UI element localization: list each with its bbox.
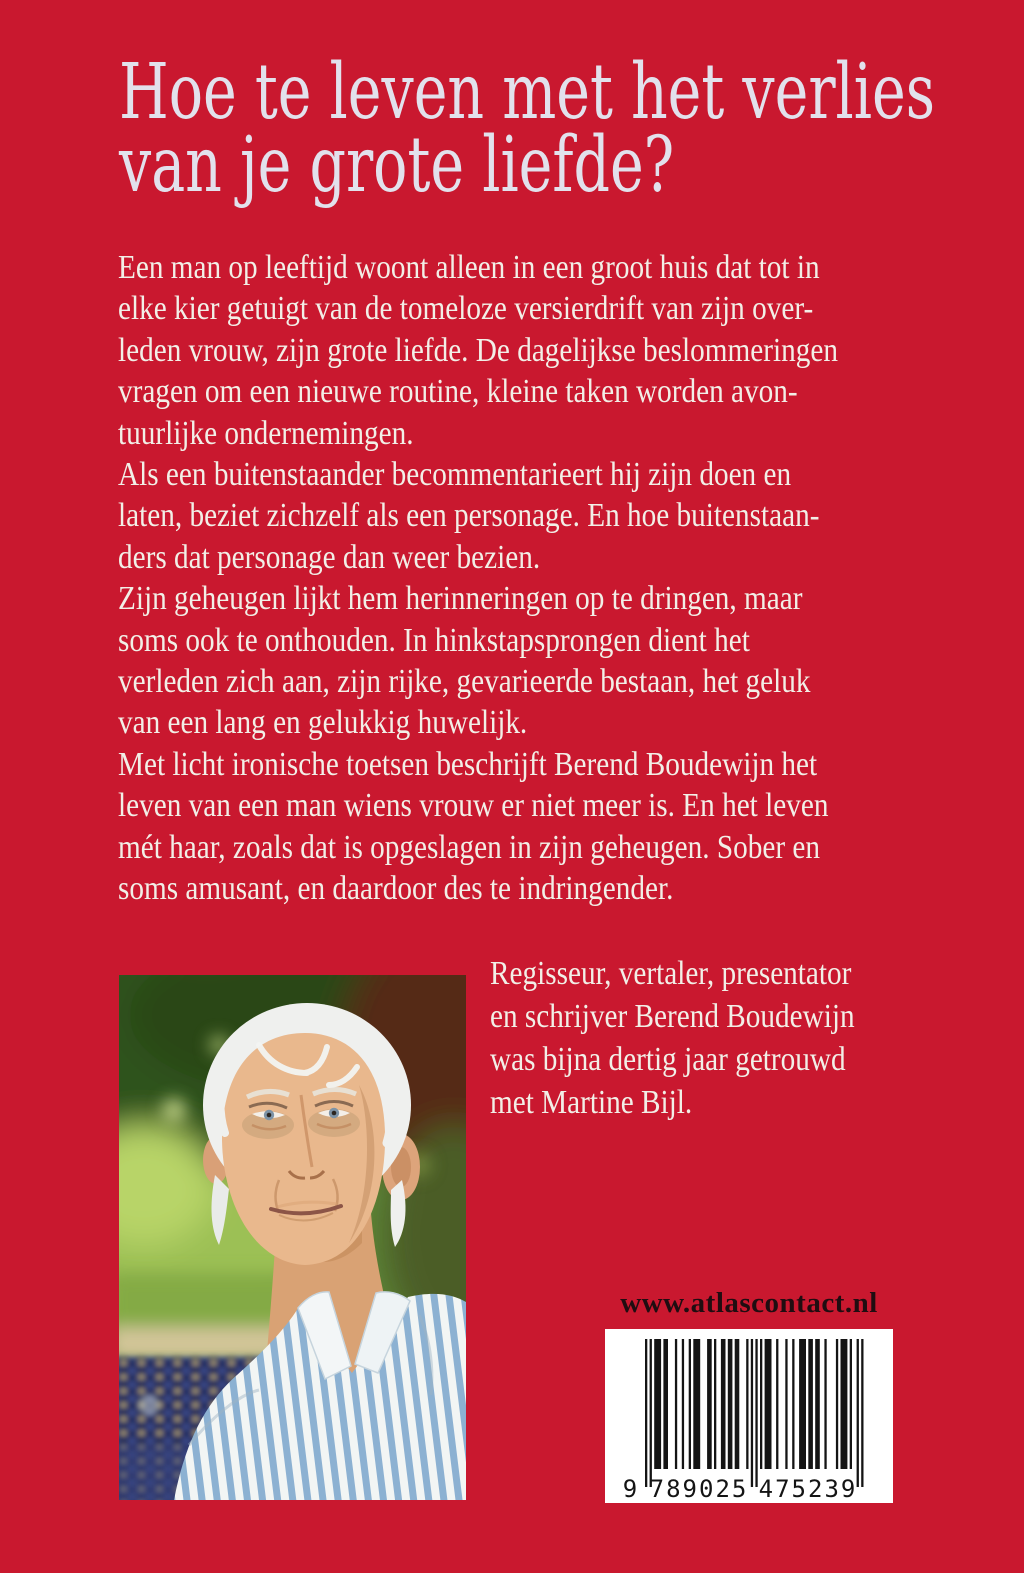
- blurb-text: [118, 247, 838, 910]
- blurb-line: vragen om een nieuwe routine, kleine taken worden avon-: [118, 373, 798, 411]
- barcode-left-digits: 789025: [649, 1475, 749, 1503]
- blurb-line: mét haar, zoals dat is opgeslagen in zijn geheugen. Sober en: [118, 828, 820, 866]
- blurb-line: Als een buitenstaander becommentarieert hij zijn doen en: [118, 456, 792, 494]
- barcode-lead-digit: 9: [622, 1475, 640, 1503]
- blurb-line: van een lang en gelukkig huwelijk.: [118, 704, 528, 742]
- blurb-line: Met licht ironische toetsen beschrijft Berend Boudewijn het: [118, 745, 818, 783]
- isbn-barcode: [605, 1329, 893, 1503]
- bio-line: Regisseur, vertaler, presentator: [490, 955, 852, 992]
- blurb-line: Een man op leeftijd woont alleen in een groot huis dat tot in: [118, 249, 820, 286]
- barcode-right-digits: 475239: [758, 1475, 858, 1503]
- author-portrait-illustration: [119, 975, 466, 1500]
- title-line-1: Hoe te leven met het verlies: [119, 48, 935, 137]
- author-photo: [119, 975, 466, 1500]
- blurb-line: ders dat personage dan weer bezien.: [118, 538, 541, 576]
- barcode-bars: [645, 1339, 864, 1487]
- blurb-line: leven van een man wiens vrouw er niet meer is. En het leven: [118, 787, 829, 825]
- blurb-line: elke kier getuigt van de tomeloze versierdrift van zijn over-: [118, 290, 814, 328]
- blurb-line: laten, beziet zichzelf als een personage. En hoe buitenstaan-: [118, 497, 820, 535]
- title-line-2: van je grote liefde?: [119, 121, 675, 210]
- bio-line: met Martine Bijl.: [490, 1084, 693, 1121]
- author-bio: [490, 952, 855, 1124]
- bio-line: en schrijver Berend Boudewijn: [490, 998, 855, 1035]
- bio-line: was bijna dertig jaar getrouwd: [490, 1041, 846, 1078]
- back-cover-title: [119, 48, 935, 210]
- blurb-line: tuurlijke ondernemingen.: [118, 414, 414, 452]
- blurb-line: verleden zich aan, zijn rijke, gevarieerde bestaan, het geluk: [118, 663, 811, 701]
- blurb-line: soms ook te onthouden. In hinkstapsprongen dient het: [118, 621, 750, 659]
- blurb-line: soms amusant, en daardoor des te indringender.: [118, 870, 674, 908]
- blurb-line: leden vrouw, zijn grote liefde. De dagelijkse beslommeringen: [118, 331, 838, 369]
- publisher-url: www.atlascontact.nl: [620, 1287, 878, 1319]
- blurb-line: Zijn geheugen lijkt hem herinneringen op te dringen, maar: [118, 580, 803, 618]
